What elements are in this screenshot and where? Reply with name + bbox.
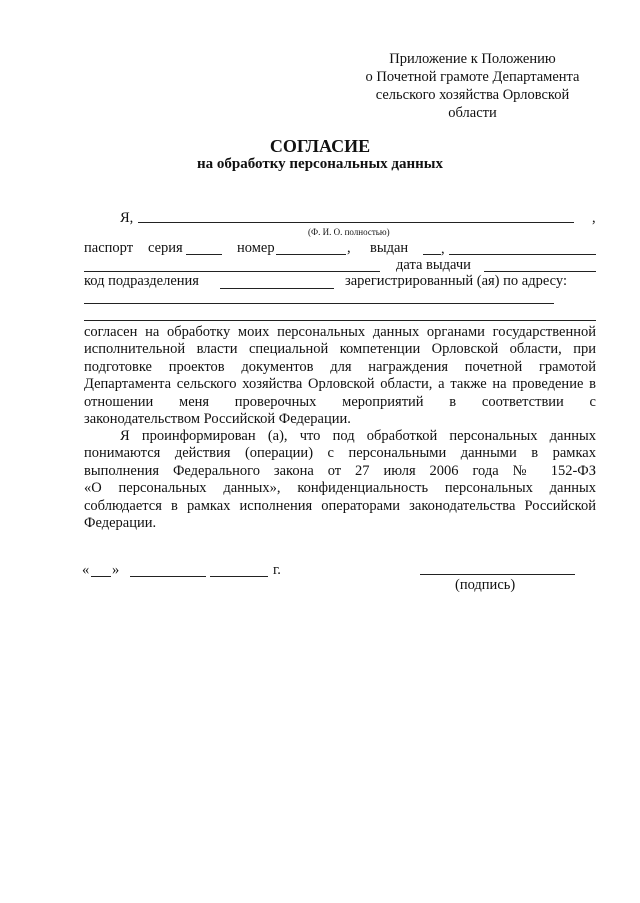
number-label: номер <box>237 240 275 256</box>
consent-line-4: Департамента сельского хозяйства Орловской области, а также на проведение в <box>84 376 596 393</box>
number-field[interactable] <box>276 254 346 255</box>
info-line-3: выполнения Федерального закона от 27 июля 2006 года № 152-ФЗ <box>84 462 596 479</box>
info-line-4: «О персональных данных», конфиденциальность персональных данных <box>84 480 596 497</box>
issued-comma: , <box>441 241 445 257</box>
date-year-field[interactable] <box>210 576 268 577</box>
info-line-1: Я проинформирован (а), что под обработкой персональных данных <box>120 428 596 444</box>
consent-line-6: законодательством Российской Федерации. <box>84 411 351 428</box>
signature-label: (подпись) <box>455 577 516 593</box>
consent-line-2: исполнительной власти специальной компетенции Орловской области, при <box>84 341 596 358</box>
series-label: серия <box>148 240 183 256</box>
issued-label: выдан <box>370 240 409 256</box>
issue-date-field[interactable] <box>484 271 596 272</box>
fio-field[interactable] <box>138 222 574 223</box>
signature-field[interactable] <box>420 574 575 575</box>
issued-by-field-cont[interactable] <box>84 271 380 272</box>
info-line-6: Федерации. <box>84 515 157 532</box>
code-label: код подразделения <box>84 273 199 289</box>
issued-by-field[interactable] <box>449 254 596 255</box>
info-paragraph <box>84 428 596 532</box>
issue-date-label: дата выдачи <box>396 257 471 273</box>
consent-line-3: подготовке проектов документов для награждения почетной грамотой <box>84 358 596 375</box>
quote-open: « <box>82 562 90 578</box>
appendix-header <box>340 50 605 122</box>
code-field[interactable] <box>220 288 334 289</box>
registered-label: зарегистрированный (ая) по адресу: <box>345 273 567 289</box>
date-month-field[interactable] <box>130 576 206 577</box>
fio-hint: (Ф. И. О. полностью) <box>308 227 390 237</box>
address-field-2[interactable] <box>84 320 596 321</box>
appendix-line-1: Приложение к Положению <box>389 51 556 67</box>
quote-close: » <box>112 562 120 578</box>
appendix-line-4: области <box>448 105 497 121</box>
passport-label: паспорт <box>84 240 134 256</box>
issued-day-field[interactable] <box>423 254 441 255</box>
document-title: СОГЛАСИЕ <box>269 136 371 156</box>
info-line-2: понимаются действия (операции) с персональными данными в рамках <box>84 445 596 462</box>
consent-line-5: отношении меня проверочных мероприятий в соответствии с <box>84 393 596 410</box>
year-suffix: г. <box>273 562 281 578</box>
address-field-1[interactable] <box>84 303 554 304</box>
number-comma: , <box>347 240 351 256</box>
comma: , <box>592 210 596 226</box>
series-field[interactable] <box>186 254 222 255</box>
appendix-line-3: сельского хозяйства Орловской <box>375 87 570 103</box>
appendix-line-2: о Почетной грамоте Департамента <box>365 69 580 85</box>
consent-paragraph <box>84 324 596 428</box>
consent-line-1: согласен на обработку моих персональных данных органами государственной <box>84 324 596 340</box>
info-line-5: соблюдается в рамках исполнения операторами законодательства Российской <box>84 497 596 514</box>
document-subtitle: на обработку персональных данных <box>197 156 443 172</box>
date-day-field[interactable] <box>91 576 111 577</box>
i-label: Я, <box>120 210 134 226</box>
